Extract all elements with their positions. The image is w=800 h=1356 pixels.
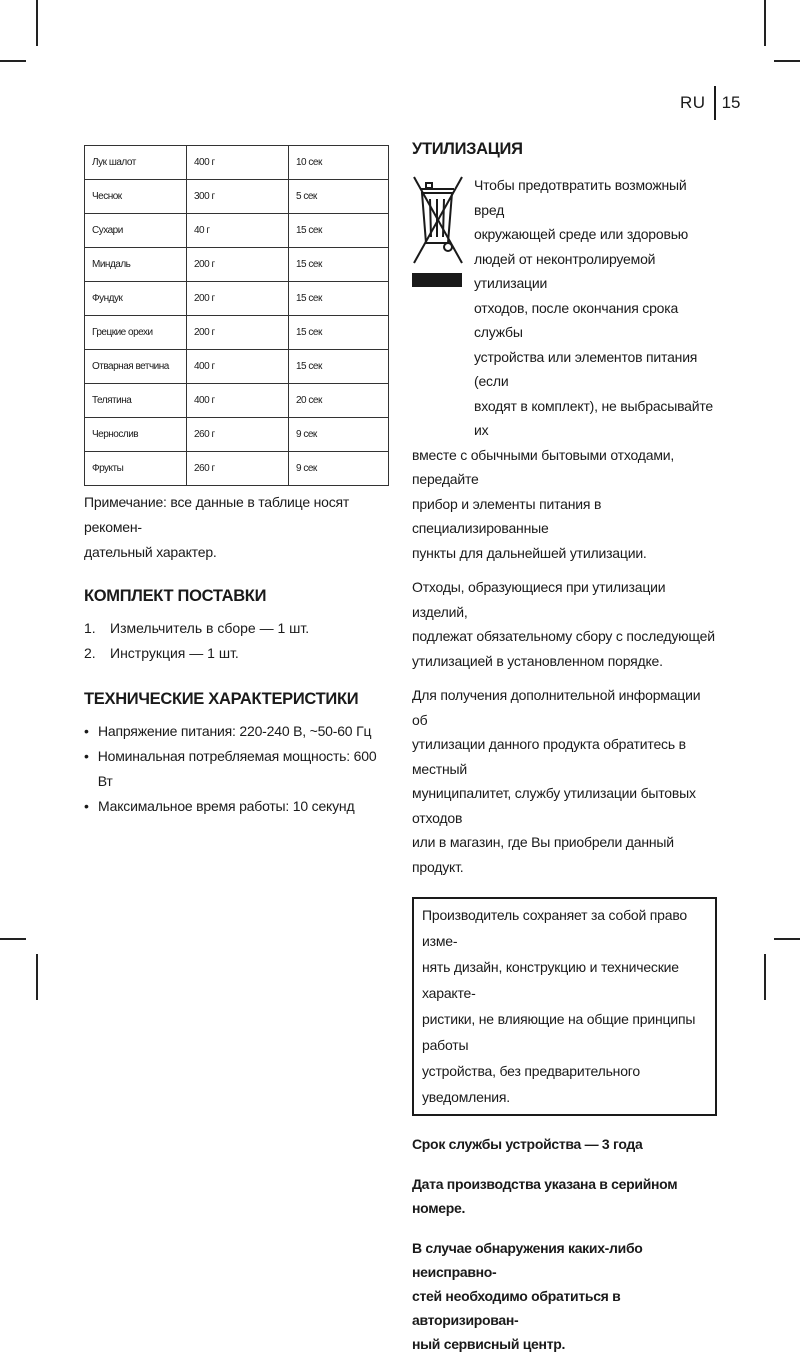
text-line: Для получения дополнительной информации об — [412, 687, 701, 728]
table-row — [85, 316, 389, 350]
language-code: RU — [680, 93, 706, 112]
crop-mark — [36, 954, 38, 1000]
table-cell-product: Чернослив — [85, 418, 187, 452]
text-line: устройства или элементов питания (если — [474, 348, 698, 389]
table-cell-time: 20 сек — [289, 384, 389, 418]
table-cell-quantity: 260 г — [187, 452, 289, 486]
text-line: или в магазин, где Вы приобрели данный продукт. — [412, 834, 674, 875]
table-row — [85, 452, 389, 486]
table-row — [85, 350, 389, 384]
table-cell-quantity: 200 г — [187, 316, 289, 350]
table-cell-product: Грецкие орехи — [85, 316, 187, 350]
table-row — [85, 384, 389, 418]
list-text: Номинальная потребляемая мощность: 600 Вт — [97, 748, 377, 789]
left-column — [84, 145, 389, 819]
production-date-note: Дата производства указана в серийном номере. — [412, 1176, 678, 1216]
table-row — [85, 418, 389, 452]
crop-mark — [774, 60, 800, 62]
right-column — [412, 140, 717, 1356]
table-cell-quantity: 400 г — [187, 350, 289, 384]
table-note-line: дательный характер. — [84, 544, 217, 560]
crop-mark — [764, 954, 766, 1000]
text-line: вместе с обычными бытовыми отходами, передайте — [412, 446, 675, 487]
table-cell-product: Фундук — [85, 282, 187, 316]
list-text: Максимальное время работы: 10 секунд — [98, 798, 355, 814]
table-cell-product: Фрукты — [85, 452, 187, 486]
text-line: В случае обнаружения каких-либо неисправно- — [412, 1240, 643, 1280]
table-note — [84, 490, 389, 565]
crossed-out-wheelie-bin-icon — [412, 173, 464, 289]
crop-mark — [764, 0, 766, 46]
text-line: нять дизайн, конструкцию и технические характе- — [422, 959, 679, 1001]
malfunction-notice — [412, 1236, 717, 1356]
text-line: людей от неконтролируемой утилизации — [474, 250, 656, 291]
bullet-icon: • — [84, 798, 89, 814]
disposal-intro — [412, 173, 717, 565]
header-divider — [714, 86, 716, 120]
text-line: ный сервисный центр. — [412, 1336, 566, 1352]
text-line: ристики, не влияющие на общие принципы работы — [422, 1011, 696, 1053]
table-cell-time: 10 сек — [289, 146, 389, 180]
list-text: Напряжение питания: 220-240 В, ~50-60 Гц — [98, 723, 372, 739]
table-row — [85, 248, 389, 282]
page-number: 15 — [721, 93, 741, 112]
crop-mark — [774, 938, 800, 940]
table-cell-product: Миндаль — [85, 248, 187, 282]
text-line: прибор и элементы питания в специализированные — [412, 495, 602, 536]
text-line: стей необходимо обратиться в авторизирован- — [412, 1288, 621, 1328]
table-cell-time: 15 сек — [289, 350, 389, 384]
crop-mark — [0, 938, 26, 940]
table-note-line: Примечание: все данные в таблице носят рекомен- — [84, 494, 350, 535]
table-cell-time: 15 сек — [289, 316, 389, 350]
list-item — [84, 794, 389, 819]
table-cell-time: 9 сек — [289, 418, 389, 452]
table-cell-quantity: 400 г — [187, 384, 289, 418]
table-cell-quantity: 260 г — [187, 418, 289, 452]
list-item — [84, 616, 389, 641]
table-row — [85, 214, 389, 248]
kit-list — [84, 616, 389, 666]
list-number: 2. — [84, 645, 96, 661]
table-row — [85, 282, 389, 316]
text-line: устройства, без предварительного уведомления. — [422, 1063, 640, 1105]
table-cell-product: Сухари — [85, 214, 187, 248]
bullet-icon: • — [84, 723, 89, 739]
table-cell-time: 15 сек — [289, 214, 389, 248]
tech-specs-heading: ТЕХНИЧЕСКИЕ ХАРАКТЕРИСТИКИ — [84, 690, 359, 708]
table-cell-time: 15 сек — [289, 282, 389, 316]
table-cell-quantity: 40 г — [187, 214, 289, 248]
list-text: Измельчитель в сборе — 1 шт. — [110, 620, 310, 636]
table-row — [85, 146, 389, 180]
table-cell-time: 5 сек — [289, 180, 389, 214]
disposal-info-paragraph — [412, 683, 717, 879]
list-item — [84, 744, 389, 794]
text-line: Производитель сохраняет за собой право изме- — [422, 907, 688, 949]
list-item — [84, 719, 389, 744]
disposal-heading: УТИЛИЗАЦИЯ — [412, 140, 523, 158]
table-cell-quantity: 200 г — [187, 248, 289, 282]
text-line: отходов, после окончания срока службы — [474, 299, 679, 340]
list-text: Инструкция — 1 шт. — [110, 645, 239, 661]
food-processing-table — [84, 145, 389, 486]
table-cell-quantity: 300 г — [187, 180, 289, 214]
manufacturer-notice-box — [412, 897, 717, 1116]
page-header — [680, 88, 740, 118]
table-cell-quantity: 400 г — [187, 146, 289, 180]
crop-mark — [0, 60, 26, 62]
bullet-icon: • — [84, 748, 89, 764]
text-line: подлежат обязательному сбору с последующей — [412, 628, 715, 644]
table-cell-time: 15 сек — [289, 248, 389, 282]
table-cell-product: Отварная ветчина — [85, 350, 187, 384]
crop-mark — [36, 0, 38, 46]
list-number: 1. — [84, 620, 96, 636]
text-line: утилизации данного продукта обратитесь в местный — [412, 736, 686, 777]
text-line: окружающей среде или здоровью — [474, 226, 689, 242]
table-row — [85, 180, 389, 214]
table-cell-product: Лук шалот — [85, 146, 187, 180]
disposal-paragraph — [412, 575, 717, 673]
text-line: Отходы, образующиеся при утилизации изделий, — [412, 579, 666, 620]
table-cell-product: Телятина — [85, 384, 187, 418]
table-cell-product: Чеснок — [85, 180, 187, 214]
list-item — [84, 641, 389, 666]
text-line: пункты для дальнейшей утилизации. — [412, 544, 647, 561]
text-line: утилизацией в установленном порядке. — [412, 652, 663, 669]
text-line: муниципалитет, службу утилизации бытовых отходов — [412, 785, 696, 826]
table-cell-time: 9 сек — [289, 452, 389, 486]
service-life: Срок службы устройства — 3 года — [412, 1136, 643, 1152]
table-cell-quantity: 200 г — [187, 282, 289, 316]
text-line: Чтобы предотвратить возможный вред — [474, 177, 687, 218]
text-line: входят в комплект), не выбрасывайте их — [474, 397, 713, 438]
kit-heading: КОМПЛЕКТ ПОСТАВКИ — [84, 587, 267, 605]
tech-specs-list — [84, 719, 389, 819]
